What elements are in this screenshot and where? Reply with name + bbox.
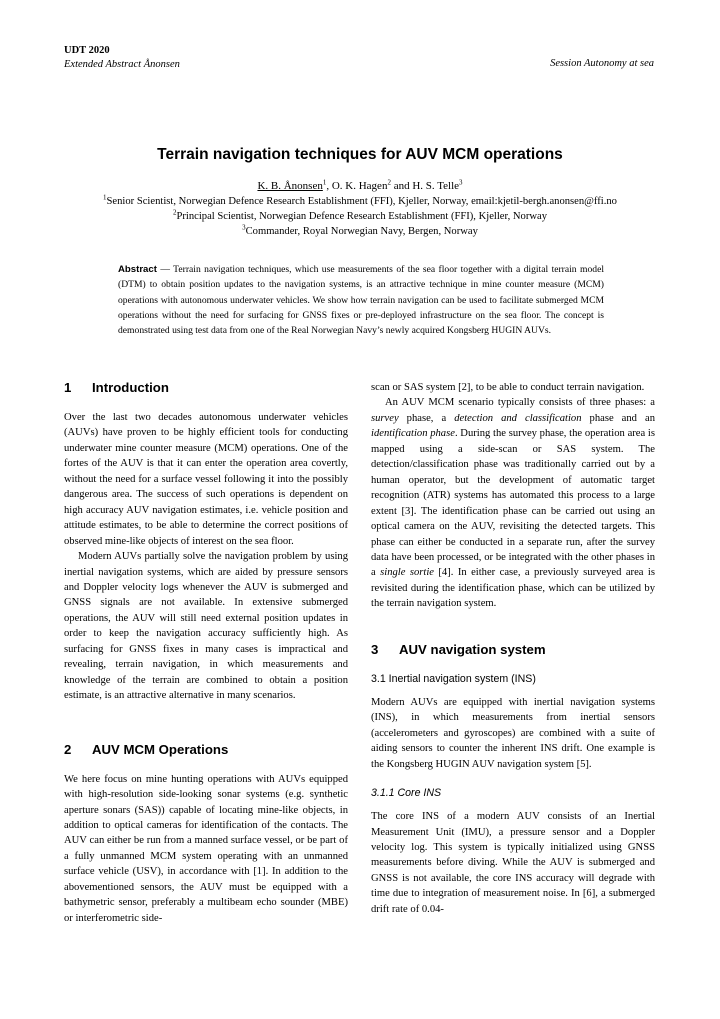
author-2: , O. K. Hagen	[326, 180, 388, 192]
affiliation-1: $^1$Senior Scientist, Norwegian Defence Research Establishment (FFI), Kjeller, Norway, email:kjetil-bergh.anonsen@ffi.no	[103, 193, 617, 207]
left-column	[64, 380, 348, 926]
subsubsection-3-1-1-heading: 3.1.1 Core INS	[371, 787, 442, 800]
running-header	[64, 44, 180, 72]
session-name: Session Autonomy at sea	[550, 58, 654, 69]
abstract	[118, 262, 604, 338]
mcm-paragraph-1: We here focus on mine hunting operations with AUVs equipped with high-resolution side-looking sonar systems (e.g. synthetic aperture sonars (SAS)) capable of locating mine-like objects, in addition to optical cameras for identification of the contacts. The AUV can either be run from a manned surface vessel, or be part of a fully unmanned MCM system operating with an unmanned surface vehicle (USV), in accordance with [1]. In addition to the abovementioned sensors, the AUV must be equipped with a bathymetric sensor, preferably a multibeam echo sounder (MBE) or interferometric side-	[64, 773, 348, 924]
intro-paragraph-2: Modern AUVs partially solve the navigation problem by using inertial navigation systems, which are aided by pressure sensors and Doppler velocity logs whenever the AUV is submerged and GNSS signals are not available. In extensive submerged operations, the AUV will still need external position updates in order to keep the navigation accuracy sufficiently high. As surfacing for GNSS fixes in many cases is impractical and revealing, terrain navigation, in which measurements and knowledge of the terrain are combined to obtain a position estimate, is an attractive alternative in many scenarios.	[64, 551, 348, 702]
abstract-label: Abstract	[118, 264, 157, 275]
ins-paragraph: Modern AUVs are equipped with inertial navigation systems (INS), in which measurements from inertial sensors (accelerometers and gyroscopes) are combined with a suite of aiding sensors to counter the inherent INS drift. One example is the Kongsberg HUGIN AUV navigation system [5].	[371, 696, 655, 770]
affiliation-2: $^2$Principal Scientist, Norwegian Defence Research Establishment (FFI), Kjeller, Norway	[172, 208, 548, 222]
subsection-3-1-heading: 3.1 Inertial navigation system (INS)	[371, 672, 536, 685]
author-list: K. B. Ånonsen$^1$, O. K. Hagen$^2$ and H. S. Telle$^3$	[257, 178, 463, 192]
mcm-paragraph-1-continued: scan or SAS system [2], to be able to conduct terrain navigation.	[371, 382, 645, 393]
core-ins-paragraph: The core INS of a modern AUV consists of an Inertial Measurement Unit (IMU), a pressure sensor and a Doppler velocity log. This system is typically initialized using GNSS measurements before diving. While the AUV is submerged and GNSS is not available, the core INS accuracy will degrade with time due to integration of measurement noise. In [6], a submerged drift rate of 0.04-	[371, 811, 655, 915]
abstract-text: — Terrain navigation techniques, which use measurements of the sea floor together with a digital terrain model (DTM) to obtain position updates to the navigation systems, is an attractive technique in mine counter measure (MCM) operations with autonomous underwater vehicles. We show how terrain navigation can be used to facilitate submerged MCM operations without the need for surfacing for GNSS fixes or pre-deployed infrastructure on the sea floor. The concept is demonstrated using test data from one of the Real Norwegian Navy’s newly acquired Kongsberg HUGIN AUVs.	[118, 264, 604, 337]
conference-name: UDT 2020	[64, 45, 110, 56]
author-3: and H. S. Telle	[390, 180, 460, 192]
section-2-heading: 2 AUV MCM Operations	[64, 741, 229, 757]
section-1-heading: 1 Introduction	[64, 380, 169, 395]
intro-paragraph-1: Over the last two decades autonomous underwater vehicles (AUVs) have proven to be highly efficient tools for conducting underwater mine counter measure (MCM) operations. One of the fortes of the AUV is that it can enter the operation area covertly, without the need for a surface vessel following it into the possibly dangerous area. The success of such operations is dependent on high accuracy AUV navigation estimates, i.e. vehicle position and attitude estimates, to be able to determine the correct positions of observed mine-like objects of interest on the sea floor.	[64, 412, 348, 547]
section-3-heading: 3 AUV navigation system	[371, 641, 546, 657]
author-1: K. B. Ånonsen	[257, 180, 323, 192]
affiliation-3: $^3$Commander, Royal Norwegian Navy, Bergen, Norway	[242, 223, 478, 237]
mcm-paragraph-2: An AUV MCM scenario typically consists of three phases: a survey phase, a detection and classification phase and an identification phase. During the survey phase, the operation area is mapped using a side-scan or SAS system. The detection/classification phase was traditionally carried out by a human operator, but the development of automatic target recognition (ATR) systems has automated this process to a large extent [3]. The identification phase can be carried out using an optical camera on the AUV, revisiting the detected targets. This phase can either be conducted in a separate run, after the survey data have been processed, or be integrated with the other phases in a single sortie [4]. In either case, a previously surveyed area is revisited during the identification phase, which can be utilized by the terrain navigation system.	[371, 397, 655, 610]
paper-title: Terrain navigation techniques for AUV MCM operations	[157, 146, 563, 163]
right-column	[371, 380, 655, 917]
abstract-line: Extended Abstract Ånonsen	[64, 59, 180, 70]
